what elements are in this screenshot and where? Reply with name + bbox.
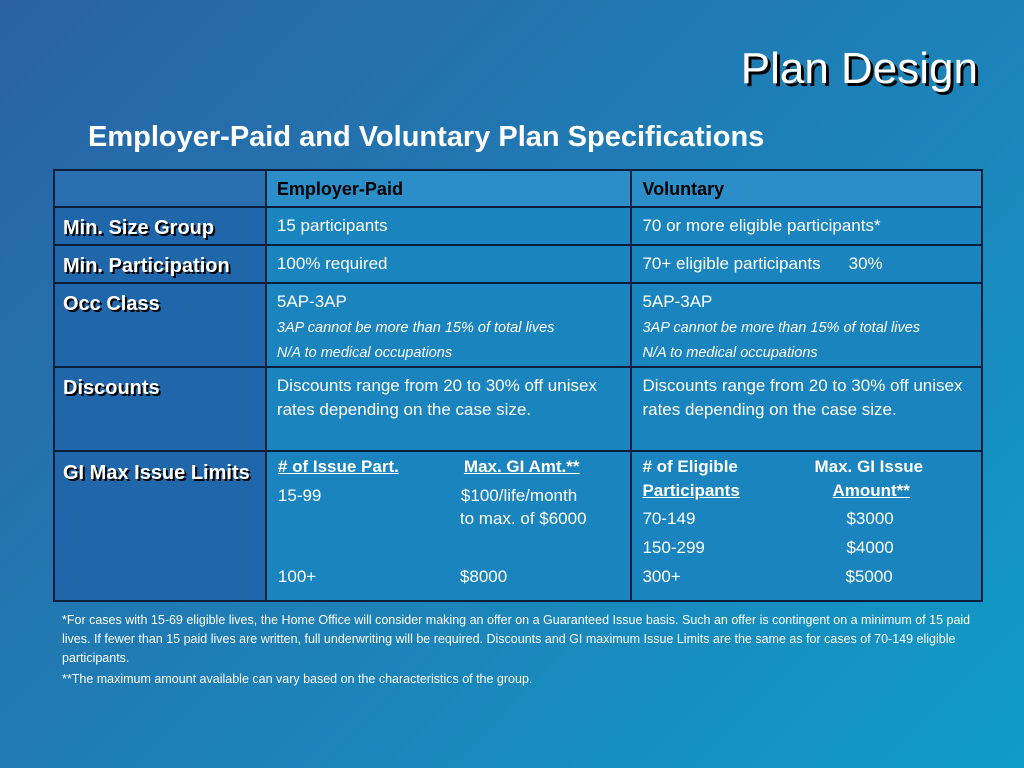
voluntary-cell [631, 245, 982, 283]
header-voluntary: Voluntary [631, 170, 982, 207]
row-label-cell [54, 283, 266, 367]
gi-amount: $4000 [846, 538, 894, 557]
row-label-cell [54, 207, 266, 245]
gi-col-header: Max. GI Amt.** [463, 457, 580, 476]
table-row-min-size [54, 207, 982, 245]
gi-voluntary-block [632, 452, 981, 600]
table-row-gi-max [54, 451, 982, 601]
row-label-cell [54, 245, 266, 283]
gi-col-header: Participants [642, 481, 740, 500]
footnote-max-amount: **The maximum amount available can vary based on the characteristics of the group. [62, 672, 533, 686]
gi-amount: to max. of $6000 [459, 509, 587, 528]
row-label-cell [54, 367, 266, 451]
row-label: Min. Participation [63, 255, 230, 277]
row-label: Discounts [63, 377, 160, 399]
table-row-min-participation [54, 245, 982, 283]
page-title: Plan Design [740, 44, 978, 93]
gi-participants: 15-99 [277, 486, 322, 505]
employer-cell: 15 participants [266, 207, 632, 245]
gi-col-header: # of Issue Part. [277, 457, 399, 476]
gi-amount: $3000 [846, 509, 894, 528]
footnote-guaranteed-issue: *For cases with 15-69 eligible lives, the Home Office will consider making an offer on a Guaranteed Issue basis. Such an offer is contingent on a minimum of 15 paid lives. If fewer than 15 paid lives are written, full underwriting will be required. Discounts and GI maximum Issue Limits are the same as for cases of 70-149 eligible participants. [62, 613, 971, 665]
employer-cell [266, 451, 632, 601]
employer-cell: Discounts range from 20 to 30% off unisex rates depending on the case size. [266, 367, 632, 451]
row-label: Occ Class [63, 293, 160, 315]
gi-participants: 150-299 [642, 538, 705, 557]
gi-amount: $8000 [459, 567, 508, 586]
gi-amount: $100/life/month [460, 486, 578, 505]
gi-participants: 70-149 [642, 509, 696, 528]
table-row-discounts [54, 367, 982, 451]
voluntary-cell: 5AP-3AP 3AP cannot be more than 15% of total lives N/A to medical occupations [631, 283, 982, 367]
row-label: Min. Size Group [63, 217, 215, 239]
table-row-occ-class [54, 283, 982, 367]
voluntary-cell: 70 or more eligible participants* [631, 207, 982, 245]
page-subtitle: Employer-Paid and Voluntary Plan Specifications [88, 121, 765, 153]
gi-employer-block [267, 452, 631, 600]
row-label-cell [54, 451, 266, 601]
employer-cell: 5AP-3AP 3AP cannot be more than 15% of total lives N/A to medical occupations [266, 283, 632, 367]
header-employer-paid: Employer-Paid [266, 170, 632, 207]
gi-amount: $5000 [845, 567, 893, 586]
plan-spec-table [53, 169, 983, 602]
header-corner-cell [54, 170, 266, 207]
gi-participants: 100+ [277, 567, 317, 586]
row-label: GI Max Issue Limits [63, 462, 250, 484]
gi-col-header: Max. GI Issue [814, 457, 924, 476]
gi-col-header: Amount** [832, 481, 910, 500]
employer-cell: 100% required [266, 245, 632, 283]
participation-text: 70+ eligible participants [642, 254, 821, 273]
voluntary-cell: Discounts range from 20 to 30% off unisex rates depending on the case size. [631, 367, 982, 451]
gi-col-header: # of Eligible [642, 457, 738, 476]
gi-participants: 300+ [642, 567, 681, 586]
voluntary-cell [631, 451, 982, 601]
participation-percent: 30% [848, 254, 883, 273]
table-header-row [54, 170, 982, 207]
